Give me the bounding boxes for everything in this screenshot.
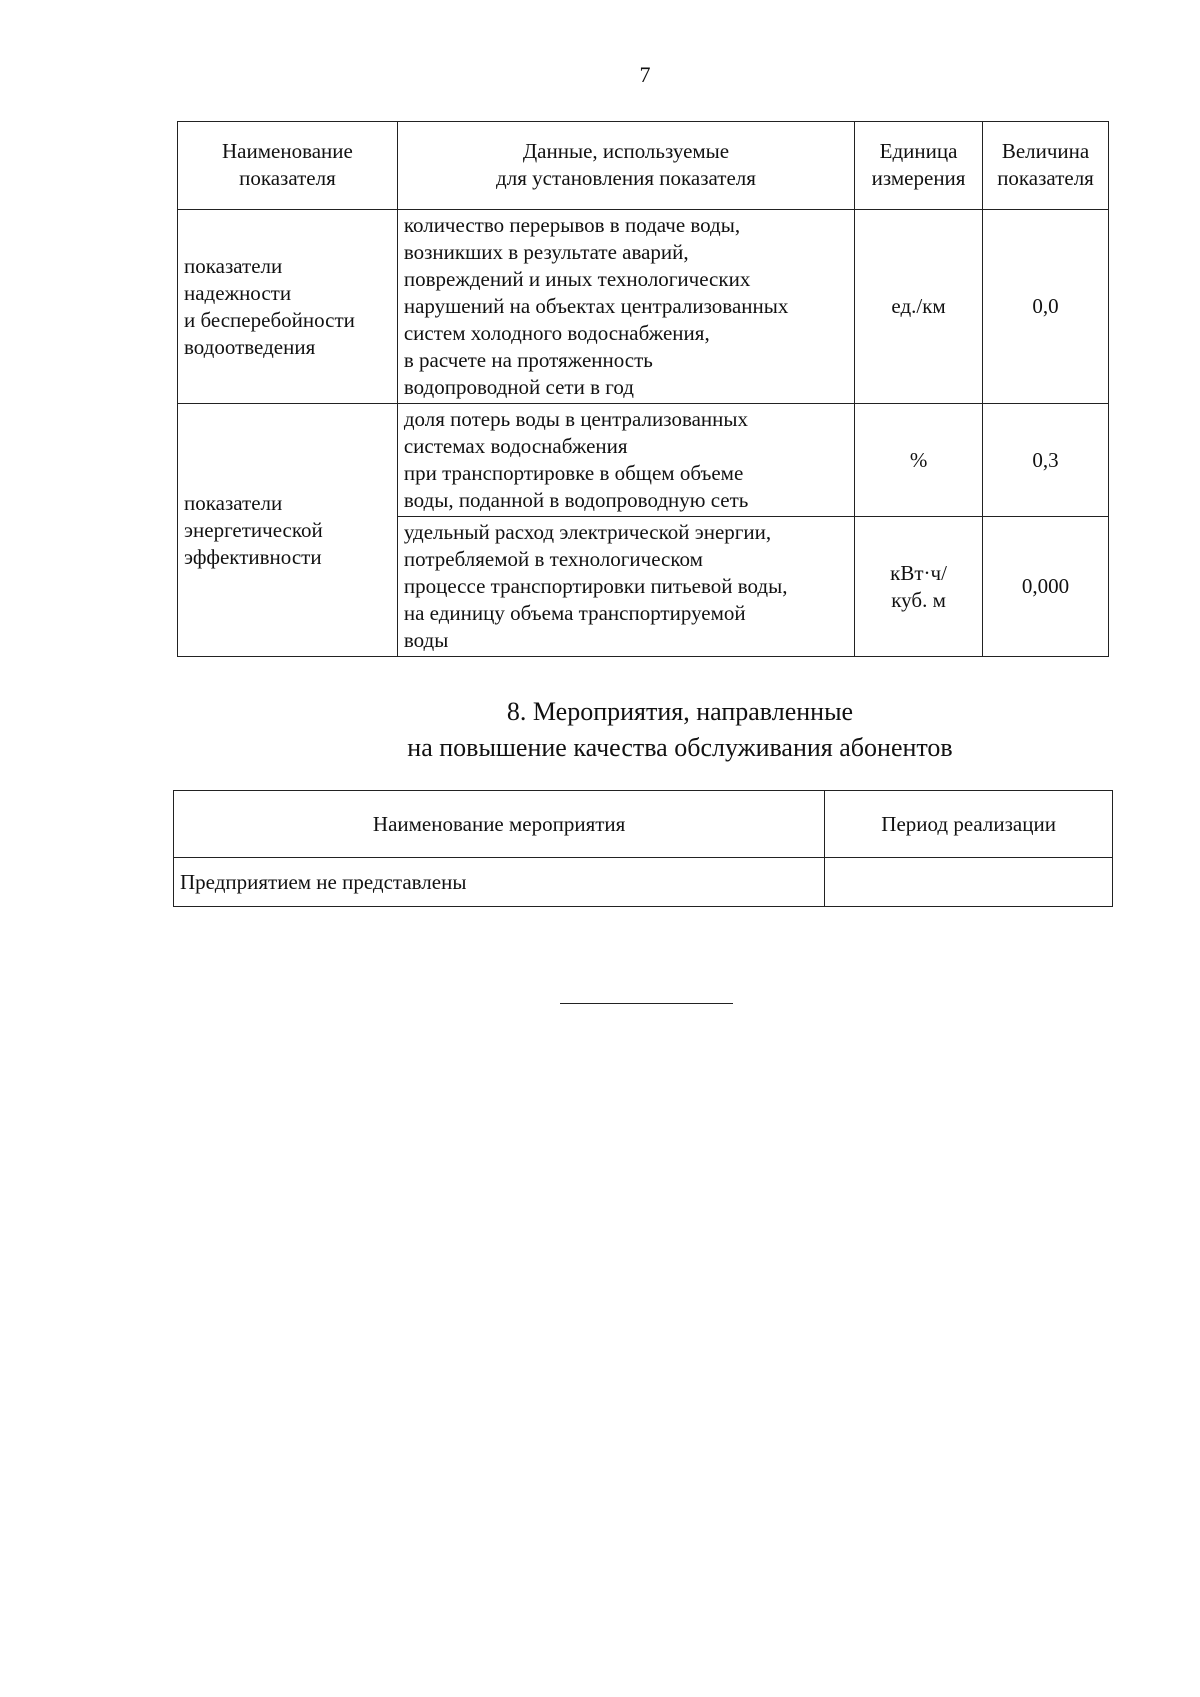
- header-measure-name: Наименование мероприятия: [174, 791, 825, 858]
- table-row: [178, 404, 1109, 517]
- measures-table: [173, 790, 1113, 907]
- table-header-row: [174, 791, 1113, 858]
- header-value-text: Величина показателя: [997, 138, 1094, 190]
- table-row: [174, 858, 1113, 907]
- indicator-unit: ед./км: [891, 294, 946, 318]
- header-indicator-name: [178, 122, 398, 210]
- indicator-unit-cell: [855, 517, 983, 657]
- indicator-value-cell: [983, 517, 1109, 657]
- indicator-unit: кВт·ч/ куб. м: [890, 560, 947, 612]
- indicator-name-cell: [178, 404, 398, 657]
- indicator-value: 0,3: [1032, 447, 1059, 472]
- indicator-unit-cell: [855, 404, 983, 517]
- page-number: 7: [639, 62, 651, 87]
- end-divider: [560, 1003, 733, 1004]
- header-period: Период реализации: [825, 791, 1113, 858]
- indicator-value-cell: [983, 210, 1109, 404]
- indicator-value: 0,0: [1032, 294, 1059, 318]
- indicator-data: удельный расход электрической энергии, потребляемой в технологическом процессе транспортировки питьевой воды, на единицу объема транспортируемой воды: [403, 520, 788, 652]
- header-indicator-data: [397, 122, 854, 210]
- measure-name-cell: Предприятием не представлены: [174, 858, 825, 907]
- indicator-name: показатели надежности и бесперебойности водоотведения: [184, 253, 355, 359]
- measure-period-cell: [825, 858, 1113, 907]
- indicator-value: 0,000: [1021, 574, 1070, 598]
- indicator-unit-cell: [855, 210, 983, 404]
- header-indicator-data-text: Данные, используемые для установления показателя: [496, 138, 756, 190]
- header-indicator-name-text: Наименование показателя: [222, 138, 353, 190]
- indicators-table: [177, 121, 1109, 657]
- table-header-row: [178, 122, 1109, 210]
- indicator-data: количество перерывов в подаче воды, возникших в результате аварий, повреждений и иных технологических нарушений на объектах централизованных систем холодного водоснабжения, в расчете на протяженность водопроводной сети в год: [403, 213, 789, 399]
- header-value: [983, 122, 1109, 210]
- indicator-name-cell: [178, 210, 398, 404]
- indicator-data: доля потерь воды в централизованных системах водоснабжения при транспортировке в общем объеме воды, поданной в водопроводную сеть: [403, 407, 749, 512]
- indicator-data-cell: [397, 210, 854, 404]
- indicator-unit: %: [909, 447, 928, 472]
- table-row: [178, 210, 1109, 404]
- section-heading: 8. Мероприятия, направленные на повышение качества обслуживания абонентов: [407, 697, 953, 762]
- indicator-data-cell: [397, 517, 854, 657]
- indicator-name: показатели энергетической эффективности: [184, 490, 323, 569]
- indicator-value-cell: [983, 404, 1109, 517]
- indicator-data-cell: [397, 404, 854, 517]
- header-unit-text: Единица измерения: [871, 138, 966, 190]
- header-unit: [855, 122, 983, 210]
